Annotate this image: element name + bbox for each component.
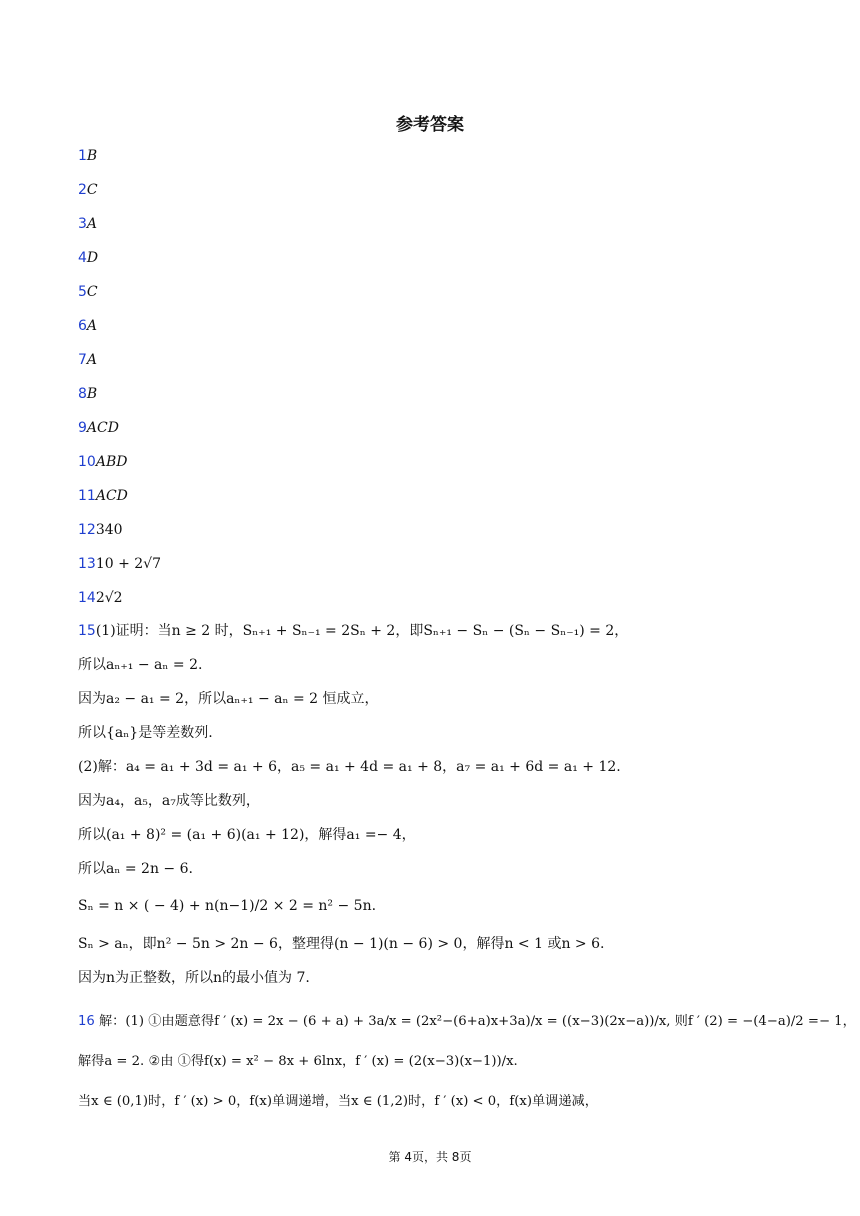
question-number: 8 (78, 386, 87, 402)
answer-line (78, 486, 128, 506)
question-number: 5 (78, 284, 87, 300)
question-number: 16 (78, 1014, 95, 1029)
solution-text: 解：(1) ①由题意得f ′ (x) = 2x − (6 + a) + 3a/x = (2x²−(6+a)x+3a)/x = ((x−3)(2x−a))/x, 则f ′ (2) = −(4−a)/2 =− 1， (94, 1014, 856, 1029)
answer-value: A (86, 352, 98, 368)
question-number: 1 (78, 148, 87, 164)
solution-text: Sₙ > aₙ，即n² − 5n > 2n − 6，整理得(n − 1)(n − 6) > 0，解得n < 1 或n > 6. (78, 936, 605, 952)
question-number: 14 (78, 590, 96, 606)
answer-line (78, 588, 123, 608)
answer-line (78, 282, 98, 302)
solution-text: 因为a₄，a₅，a₇成等比数列， (78, 793, 260, 809)
solution-text: 解得a = 2. ②由 ①得f(x) = x² − 8x + 6lnx，f ′ (x) = (2(x−3)(x−1))/x. (78, 1054, 518, 1069)
answer-line (78, 316, 97, 336)
page-footer: 第 4页，共 8页 (388, 1150, 472, 1164)
solution-line (78, 1092, 598, 1112)
solution-text: 所以{aₙ}是等差数列. (78, 725, 213, 741)
answer-value: 340 (95, 522, 123, 538)
question-number: 4 (78, 250, 87, 266)
solution-line (78, 968, 310, 988)
answer-value: A (86, 216, 98, 232)
answer-value: C (86, 284, 98, 300)
question-number: 7 (78, 352, 87, 368)
answer-line (78, 418, 119, 438)
solution-line (78, 689, 379, 709)
solution-line (78, 896, 376, 916)
solution-text: Sₙ = n × ( − 4) + n(n−1)/2 × 2 = n² − 5n. (78, 898, 377, 914)
answer-line (78, 452, 127, 472)
answer-value: A (86, 318, 98, 334)
solution-line (78, 791, 260, 811)
question-number: 10 (78, 454, 96, 470)
solution-line (78, 859, 193, 879)
answer-line (78, 384, 97, 404)
question-number: 3 (78, 216, 87, 232)
solution-line (78, 1052, 518, 1072)
solution-line (78, 655, 202, 675)
page-title: 参考答案 (396, 115, 464, 135)
question-number: 13 (78, 556, 96, 572)
question-number: 2 (78, 182, 87, 198)
question-number: 11 (78, 488, 96, 504)
solution-text: 当x ∈ (0,1)时，f ′ (x) > 0，f(x)单调递增，当x ∈ (1,2)时，f ′ (x) < 0，f(x)单调递减， (78, 1094, 598, 1109)
solution-line (78, 723, 213, 743)
answer-line (78, 554, 161, 574)
answer-line (78, 248, 98, 268)
answer-value: C (86, 182, 98, 198)
solution-text: 因为n为正整数，所以n的最小值为 7. (78, 970, 310, 986)
answer-value: 2√2 (95, 590, 123, 606)
solution-line (78, 934, 604, 954)
solution-line (78, 1012, 856, 1032)
solution-line (78, 825, 416, 845)
solution-line (78, 757, 621, 777)
answer-value: ACD (86, 420, 119, 436)
question-number: 6 (78, 318, 87, 334)
answer-line (78, 520, 123, 540)
answer-value: 10 + 2√7 (95, 556, 162, 572)
answer-value: ABD (95, 454, 128, 470)
solution-text: (1)证明：当n ≥ 2 时，Sₙ₊₁ + Sₙ₋₁ = 2Sₙ + 2，即Sₙ₊₁ − Sₙ − (Sₙ − Sₙ₋₁) = 2， (95, 623, 629, 639)
answer-line (78, 350, 97, 370)
question-number: 12 (78, 522, 96, 538)
answer-value: B (86, 386, 98, 402)
solution-text: (2)解：a₄ = a₁ + 3d = a₁ + 6，a₅ = a₁ + 4d = a₁ + 8，a₇ = a₁ + 6d = a₁ + 12. (78, 759, 621, 775)
solution-text: 所以aₙ = 2n − 6. (78, 861, 193, 877)
solution-text: 因为a₂ − a₁ = 2，所以aₙ₊₁ − aₙ = 2 恒成立， (78, 691, 379, 707)
answer-value: ACD (95, 488, 128, 504)
answer-line (78, 214, 97, 234)
answer-value: B (86, 148, 98, 164)
question-number: 15 (78, 623, 96, 639)
solution-text: 所以(a₁ + 8)² = (a₁ + 6)(a₁ + 12)，解得a₁ =− 4， (78, 827, 416, 843)
solution-text: 所以aₙ₊₁ − aₙ = 2. (78, 657, 203, 673)
solution-line (78, 621, 628, 641)
question-number: 9 (78, 420, 87, 436)
answer-line (78, 146, 97, 166)
answer-value: D (86, 250, 99, 266)
answer-line (78, 180, 98, 200)
